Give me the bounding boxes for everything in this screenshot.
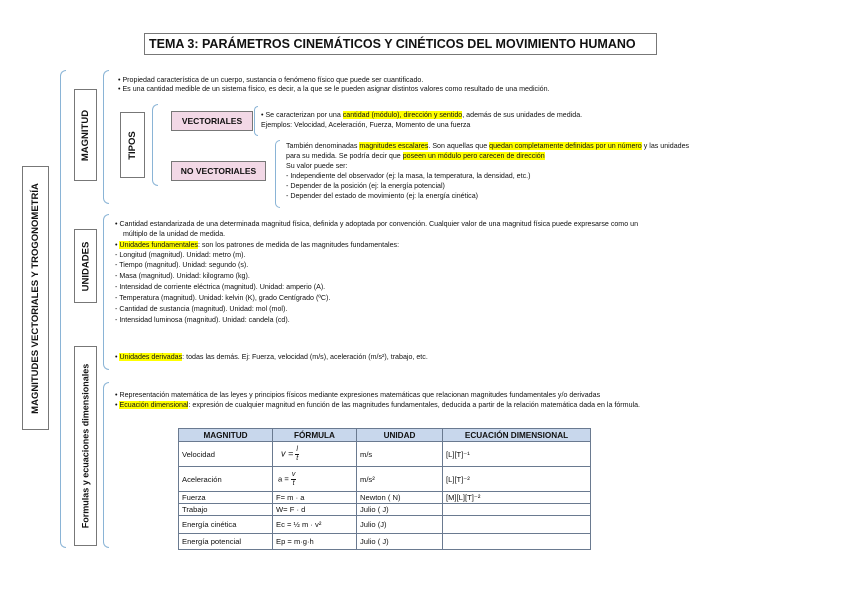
unidad-item: - Masa (magnitud). Unidad: kilogramo (kg). xyxy=(115,272,250,280)
ecuacion-dimensional-highlight: Ecuación dimensional xyxy=(119,401,189,409)
cell-ecuacion xyxy=(443,516,591,534)
no-vectoriales-line-6: - Depender del estado de movimiento (ej: la energía cinética) xyxy=(286,192,479,200)
cell-ecuacion: [L][T]⁻¹ xyxy=(443,442,591,467)
vectoriales-line-1 xyxy=(261,111,582,120)
table-row xyxy=(179,467,591,492)
formulas-label: Formulas y ecuaciones dimensionales xyxy=(80,363,91,529)
unidades-label: UNIDADES xyxy=(80,241,91,291)
no-vect-highlight-1: magnitudes escalares xyxy=(359,142,429,150)
fraction-denominator: t xyxy=(296,454,299,462)
unidades-deriv-bullet: • xyxy=(115,353,120,361)
cell-unidad: Julio (J) xyxy=(357,516,443,534)
no-vect-l1-mid: . Son aquellas que xyxy=(428,142,490,150)
cell-magnitud: Energía cinética xyxy=(179,516,273,534)
fraction-denominator: t xyxy=(292,479,295,487)
formulas-line-2 xyxy=(115,401,640,410)
cell-magnitud: Trabajo xyxy=(179,504,273,516)
cell-formula: F= m · a xyxy=(273,492,357,504)
vectoriales-highlight: cantidad (módulo), dirección y sentido xyxy=(342,111,463,119)
unidades-deriv-post: : todas las demás. Ej: Fuerza, velocidad (m/s), aceleración (m/s²), trabajo, etc. xyxy=(182,353,428,361)
cell-unidad: m/s² xyxy=(357,467,443,492)
formulas-l2-bullet: • xyxy=(115,401,120,409)
unidad-item: - Tiempo (magnitud). Unidad: segundo (s). xyxy=(115,261,249,269)
table-row xyxy=(179,442,591,467)
vectoriales-line-1-post: , además de sus unidades de medida. xyxy=(462,111,583,119)
header-ecuacion: ECUACIÓN DIMENSIONAL xyxy=(443,429,591,442)
formula-lhs: v = xyxy=(281,448,294,458)
no-vect-l1-post: y las unidades xyxy=(641,142,690,150)
unidades-fund-post: : son los patrones de medida de las magnitudes fundamentales: xyxy=(197,241,400,249)
tipos-brace xyxy=(152,104,158,186)
cell-ecuacion: [L][T]⁻² xyxy=(443,467,591,492)
unidades-brace xyxy=(103,214,109,370)
magnitud-bullet-1: • Propiedad característica de un cuerpo, sustancia o fenómeno físico que puede ser cuantificado. xyxy=(118,76,424,84)
formulas-l2-post: : expresión de cualquier magnitud en función de las magnitudes fundamentales, deducida a partir de la relación matemática dada en la fórmula. xyxy=(188,401,641,409)
unidad-item: - Intensidad de corriente eléctrica (magnitud). Unidad: amperio (A). xyxy=(115,283,326,291)
magnitud-brace xyxy=(103,70,109,204)
no-vect-l2-pre: para su medida. Se podría decir que xyxy=(286,152,403,160)
no-vect-highlight-3: poseen un módulo pero carecen de dirección xyxy=(402,152,545,160)
formula-lhs: a = xyxy=(278,474,289,483)
cell-formula: W= F · d xyxy=(273,504,357,516)
main-topic-label: MAGNITUDES VECTORIALES Y TROGONOMETRÍA xyxy=(30,182,42,414)
no-vectoriales-line-5: - Depender de la posición (ej: la energía potencial) xyxy=(286,182,445,190)
header-formula: FÓRMULA xyxy=(273,429,357,442)
no-vectoriales-line-4: - Independiente del observador (ej: la masa, la temperatura, la densidad, etc.) xyxy=(286,172,531,180)
header-magnitud: MAGNITUD xyxy=(179,429,273,442)
table-row xyxy=(179,516,591,534)
no-vectoriales-line-2 xyxy=(286,152,545,161)
cell-magnitud: Fuerza xyxy=(179,492,273,504)
cell-unidad: Julio ( J) xyxy=(357,534,443,550)
no-vectoriales-box: NO VECTORIALES xyxy=(171,161,266,181)
cell-ecuacion: [M][L][T]⁻² xyxy=(443,492,591,504)
cell-formula xyxy=(273,442,357,467)
tipos-box xyxy=(120,112,145,178)
cell-formula xyxy=(273,467,357,492)
unidades-deriv-highlight: Unidades derivadas xyxy=(119,353,183,361)
cell-unidad: Julio ( J) xyxy=(357,504,443,516)
unidades-line-1: • Cantidad estandarizada de una determinada magnitud física, definida y adoptada por convención. Cualquier valor de una magnitud física puede expresarse como un xyxy=(115,220,639,228)
fraction-numerator: l xyxy=(296,445,298,453)
no-vectoriales-line-1 xyxy=(286,142,689,151)
table-header-row xyxy=(179,429,591,442)
cell-magnitud: Aceleración xyxy=(179,467,273,492)
page-title: TEMA 3: PARÁMETROS CINEMÁTICOS Y CINÉTICOS DEL MOVIMIENTO HUMANO xyxy=(144,33,657,55)
cell-unidad: m/s xyxy=(357,442,443,467)
table-row xyxy=(179,504,591,516)
no-vect-highlight-2: quedan completamente definidas por un número xyxy=(489,142,642,150)
vectoriales-line-2: Ejemplos: Velocidad, Aceleración, Fuerza, Momento de una fuerza xyxy=(261,121,471,129)
magnitud-bullet-2: • Es una cantidad medible de un sistema físico, es decir, a la que se le pueden asignar distintos valores como resultado de una medición. xyxy=(118,85,550,93)
unidad-item: - Temperatura (magnitud). Unidad: kelvin (K), grado Centígrado (ºC). xyxy=(115,294,331,302)
unidades-fund-highlight: Unidades fundamentales xyxy=(119,241,198,249)
cell-magnitud: Velocidad xyxy=(179,442,273,467)
no-vectoriales-brace xyxy=(275,140,280,208)
cell-magnitud: Energía potencial xyxy=(179,534,273,550)
unidades-derivadas xyxy=(115,353,428,362)
vectoriales-brace xyxy=(254,106,258,136)
no-vect-l1-pre: También denominadas xyxy=(286,142,360,150)
no-vectoriales-line-3: Su valor puede ser: xyxy=(286,162,348,170)
cell-ecuacion xyxy=(443,534,591,550)
cell-formula: Ep = m·g·h xyxy=(273,534,357,550)
fraction-numerator: v xyxy=(291,470,296,478)
formulas-brace xyxy=(103,382,109,548)
unidades-box xyxy=(74,229,97,303)
unidad-item: - Intensidad luminosa (magnitud). Unidad: candela (cd). xyxy=(115,316,290,324)
formula-fraction xyxy=(291,471,297,488)
unidades-fund-bullet: • xyxy=(115,241,120,249)
magnitud-box xyxy=(74,89,97,181)
cell-unidad: Newton ( N) xyxy=(357,492,443,504)
header-unidad: UNIDAD xyxy=(357,429,443,442)
unidades-line-2: múltiplo de la unidad de medida. xyxy=(123,230,226,238)
main-topic-box xyxy=(22,166,49,430)
unidad-item: - Cantidad de sustancia (magnitud). Unidad: mol (mol). xyxy=(115,305,288,313)
cell-formula: Ec = ½ m · v² xyxy=(273,516,357,534)
main-brace xyxy=(60,70,66,548)
tipos-label: TIPOS xyxy=(127,130,139,160)
table-row xyxy=(179,534,591,550)
formula-fraction xyxy=(295,446,299,463)
cell-ecuacion xyxy=(443,504,591,516)
unidades-fundamentales xyxy=(115,241,399,250)
formulas-box xyxy=(74,346,97,546)
table-row xyxy=(179,492,591,504)
magnitud-label: MAGNITUD xyxy=(80,109,92,161)
unidad-item: - Longitud (magnitud). Unidad: metro (m). xyxy=(115,251,246,259)
vectoriales-line-1-pre: • Se caracterizan por una xyxy=(261,111,343,119)
vectoriales-box: VECTORIALES xyxy=(171,111,253,131)
formulas-line-1: • Representación matemática de las leyes y principios físicos mediante expresiones matemáticas que relacionan magnitudes fundamentales y/o derivadas xyxy=(115,391,601,399)
dimension-table xyxy=(178,428,591,550)
